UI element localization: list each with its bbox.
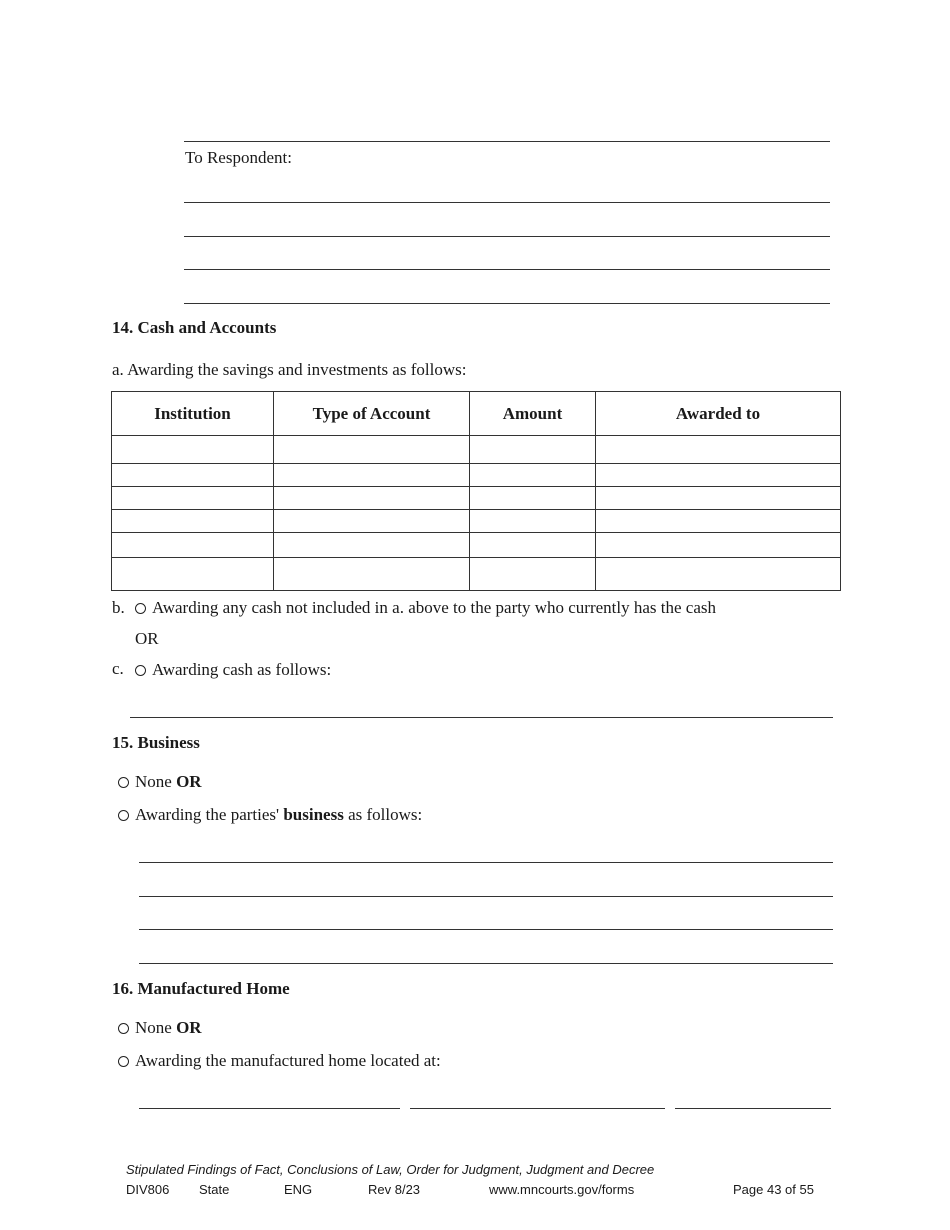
col-header-type-of-account: Type of Account bbox=[274, 392, 470, 436]
fill-line[interactable] bbox=[184, 141, 830, 142]
fill-line[interactable] bbox=[675, 1108, 831, 1109]
table-cell[interactable] bbox=[470, 464, 596, 487]
table-cell[interactable] bbox=[274, 558, 470, 591]
table-cell[interactable] bbox=[112, 510, 274, 533]
fill-line[interactable] bbox=[184, 202, 830, 203]
table-cell[interactable] bbox=[112, 436, 274, 464]
award-business-post: as follows: bbox=[348, 805, 423, 824]
table-cell[interactable] bbox=[596, 464, 841, 487]
section-16-heading: 16. Manufactured Home bbox=[112, 979, 290, 998]
radio-circle-icon[interactable] bbox=[135, 665, 146, 676]
table-row bbox=[112, 510, 841, 533]
col-header-awarded-to: Awarded to bbox=[596, 392, 841, 436]
option-b[interactable] bbox=[135, 598, 716, 618]
col-header-amount: Amount bbox=[470, 392, 596, 436]
option-none-home[interactable] bbox=[118, 1018, 202, 1038]
table-cell[interactable] bbox=[596, 436, 841, 464]
or-separator: OR bbox=[135, 629, 159, 648]
fill-line[interactable] bbox=[184, 236, 830, 237]
footer-title: Stipulated Findings of Fact, Conclusions of Law, Order for Judgment, Judgment and Decree bbox=[126, 1162, 655, 1177]
fill-line[interactable] bbox=[410, 1108, 665, 1109]
award-business-pre: Awarding the parties' bbox=[135, 805, 280, 824]
table-cell[interactable] bbox=[274, 510, 470, 533]
footer-revision: Rev 8/23 bbox=[368, 1182, 421, 1197]
radio-circle-icon[interactable] bbox=[118, 810, 129, 821]
table-cell[interactable] bbox=[112, 487, 274, 510]
table-row bbox=[112, 533, 841, 558]
award-business-bold: business bbox=[283, 805, 344, 824]
option-c-prefix: c. bbox=[112, 659, 124, 678]
table-cell[interactable] bbox=[470, 510, 596, 533]
radio-circle-icon[interactable] bbox=[118, 777, 129, 788]
award-home-text: Awarding the manufactured home located at: bbox=[135, 1051, 441, 1070]
section-14a-text: a. Awarding the savings and investments as follows: bbox=[112, 360, 467, 379]
option-b-prefix: b. bbox=[112, 598, 125, 617]
table-cell[interactable] bbox=[274, 487, 470, 510]
table-cell[interactable] bbox=[112, 533, 274, 558]
radio-circle-icon[interactable] bbox=[118, 1023, 129, 1034]
respondent-label: To Respondent: bbox=[185, 148, 292, 167]
option-none-business[interactable] bbox=[118, 772, 202, 792]
footer-url[interactable]: www.mncourts.gov/forms bbox=[489, 1182, 635, 1197]
table-row bbox=[112, 558, 841, 591]
fill-line[interactable] bbox=[130, 717, 833, 718]
footer-page: Page 43 of 55 bbox=[733, 1182, 814, 1197]
table-cell[interactable] bbox=[596, 487, 841, 510]
table-row bbox=[112, 464, 841, 487]
footer-form-id: DIV806 bbox=[126, 1182, 170, 1197]
none-text: None bbox=[135, 1018, 172, 1037]
option-award-business[interactable] bbox=[118, 805, 422, 825]
option-c[interactable] bbox=[135, 660, 331, 680]
table-row bbox=[112, 487, 841, 510]
fill-line[interactable] bbox=[184, 303, 830, 304]
radio-circle-icon[interactable] bbox=[135, 603, 146, 614]
table-cell[interactable] bbox=[596, 558, 841, 591]
fill-line[interactable] bbox=[139, 862, 833, 863]
table-cell[interactable] bbox=[470, 436, 596, 464]
table-cell[interactable] bbox=[274, 436, 470, 464]
or-text: OR bbox=[176, 772, 202, 791]
option-award-home[interactable] bbox=[118, 1051, 441, 1071]
section-15-heading: 15. Business bbox=[112, 733, 200, 752]
accounts-table bbox=[111, 391, 841, 591]
col-header-institution: Institution bbox=[112, 392, 274, 436]
table-cell[interactable] bbox=[274, 464, 470, 487]
none-text: None bbox=[135, 772, 172, 791]
section-14-heading: 14. Cash and Accounts bbox=[112, 318, 277, 337]
option-c-text: Awarding cash as follows: bbox=[152, 660, 332, 679]
footer-jurisdiction: State bbox=[199, 1182, 230, 1197]
or-text: OR bbox=[176, 1018, 202, 1037]
table-cell[interactable] bbox=[596, 533, 841, 558]
fill-line[interactable] bbox=[139, 963, 833, 964]
footer-language: ENG bbox=[284, 1182, 313, 1197]
table-cell[interactable] bbox=[112, 558, 274, 591]
table-cell[interactable] bbox=[470, 533, 596, 558]
fill-line[interactable] bbox=[139, 1108, 400, 1109]
option-b-text: Awarding any cash not included in a. above to the party who currently has the cash bbox=[152, 598, 716, 617]
table-cell[interactable] bbox=[112, 464, 274, 487]
table-cell[interactable] bbox=[470, 487, 596, 510]
fill-line[interactable] bbox=[139, 896, 833, 897]
fill-line[interactable] bbox=[184, 269, 830, 270]
table-cell[interactable] bbox=[596, 510, 841, 533]
table-row bbox=[112, 436, 841, 464]
table-cell[interactable] bbox=[470, 558, 596, 591]
table-cell[interactable] bbox=[274, 533, 470, 558]
radio-circle-icon[interactable] bbox=[118, 1056, 129, 1067]
fill-line[interactable] bbox=[139, 929, 833, 930]
